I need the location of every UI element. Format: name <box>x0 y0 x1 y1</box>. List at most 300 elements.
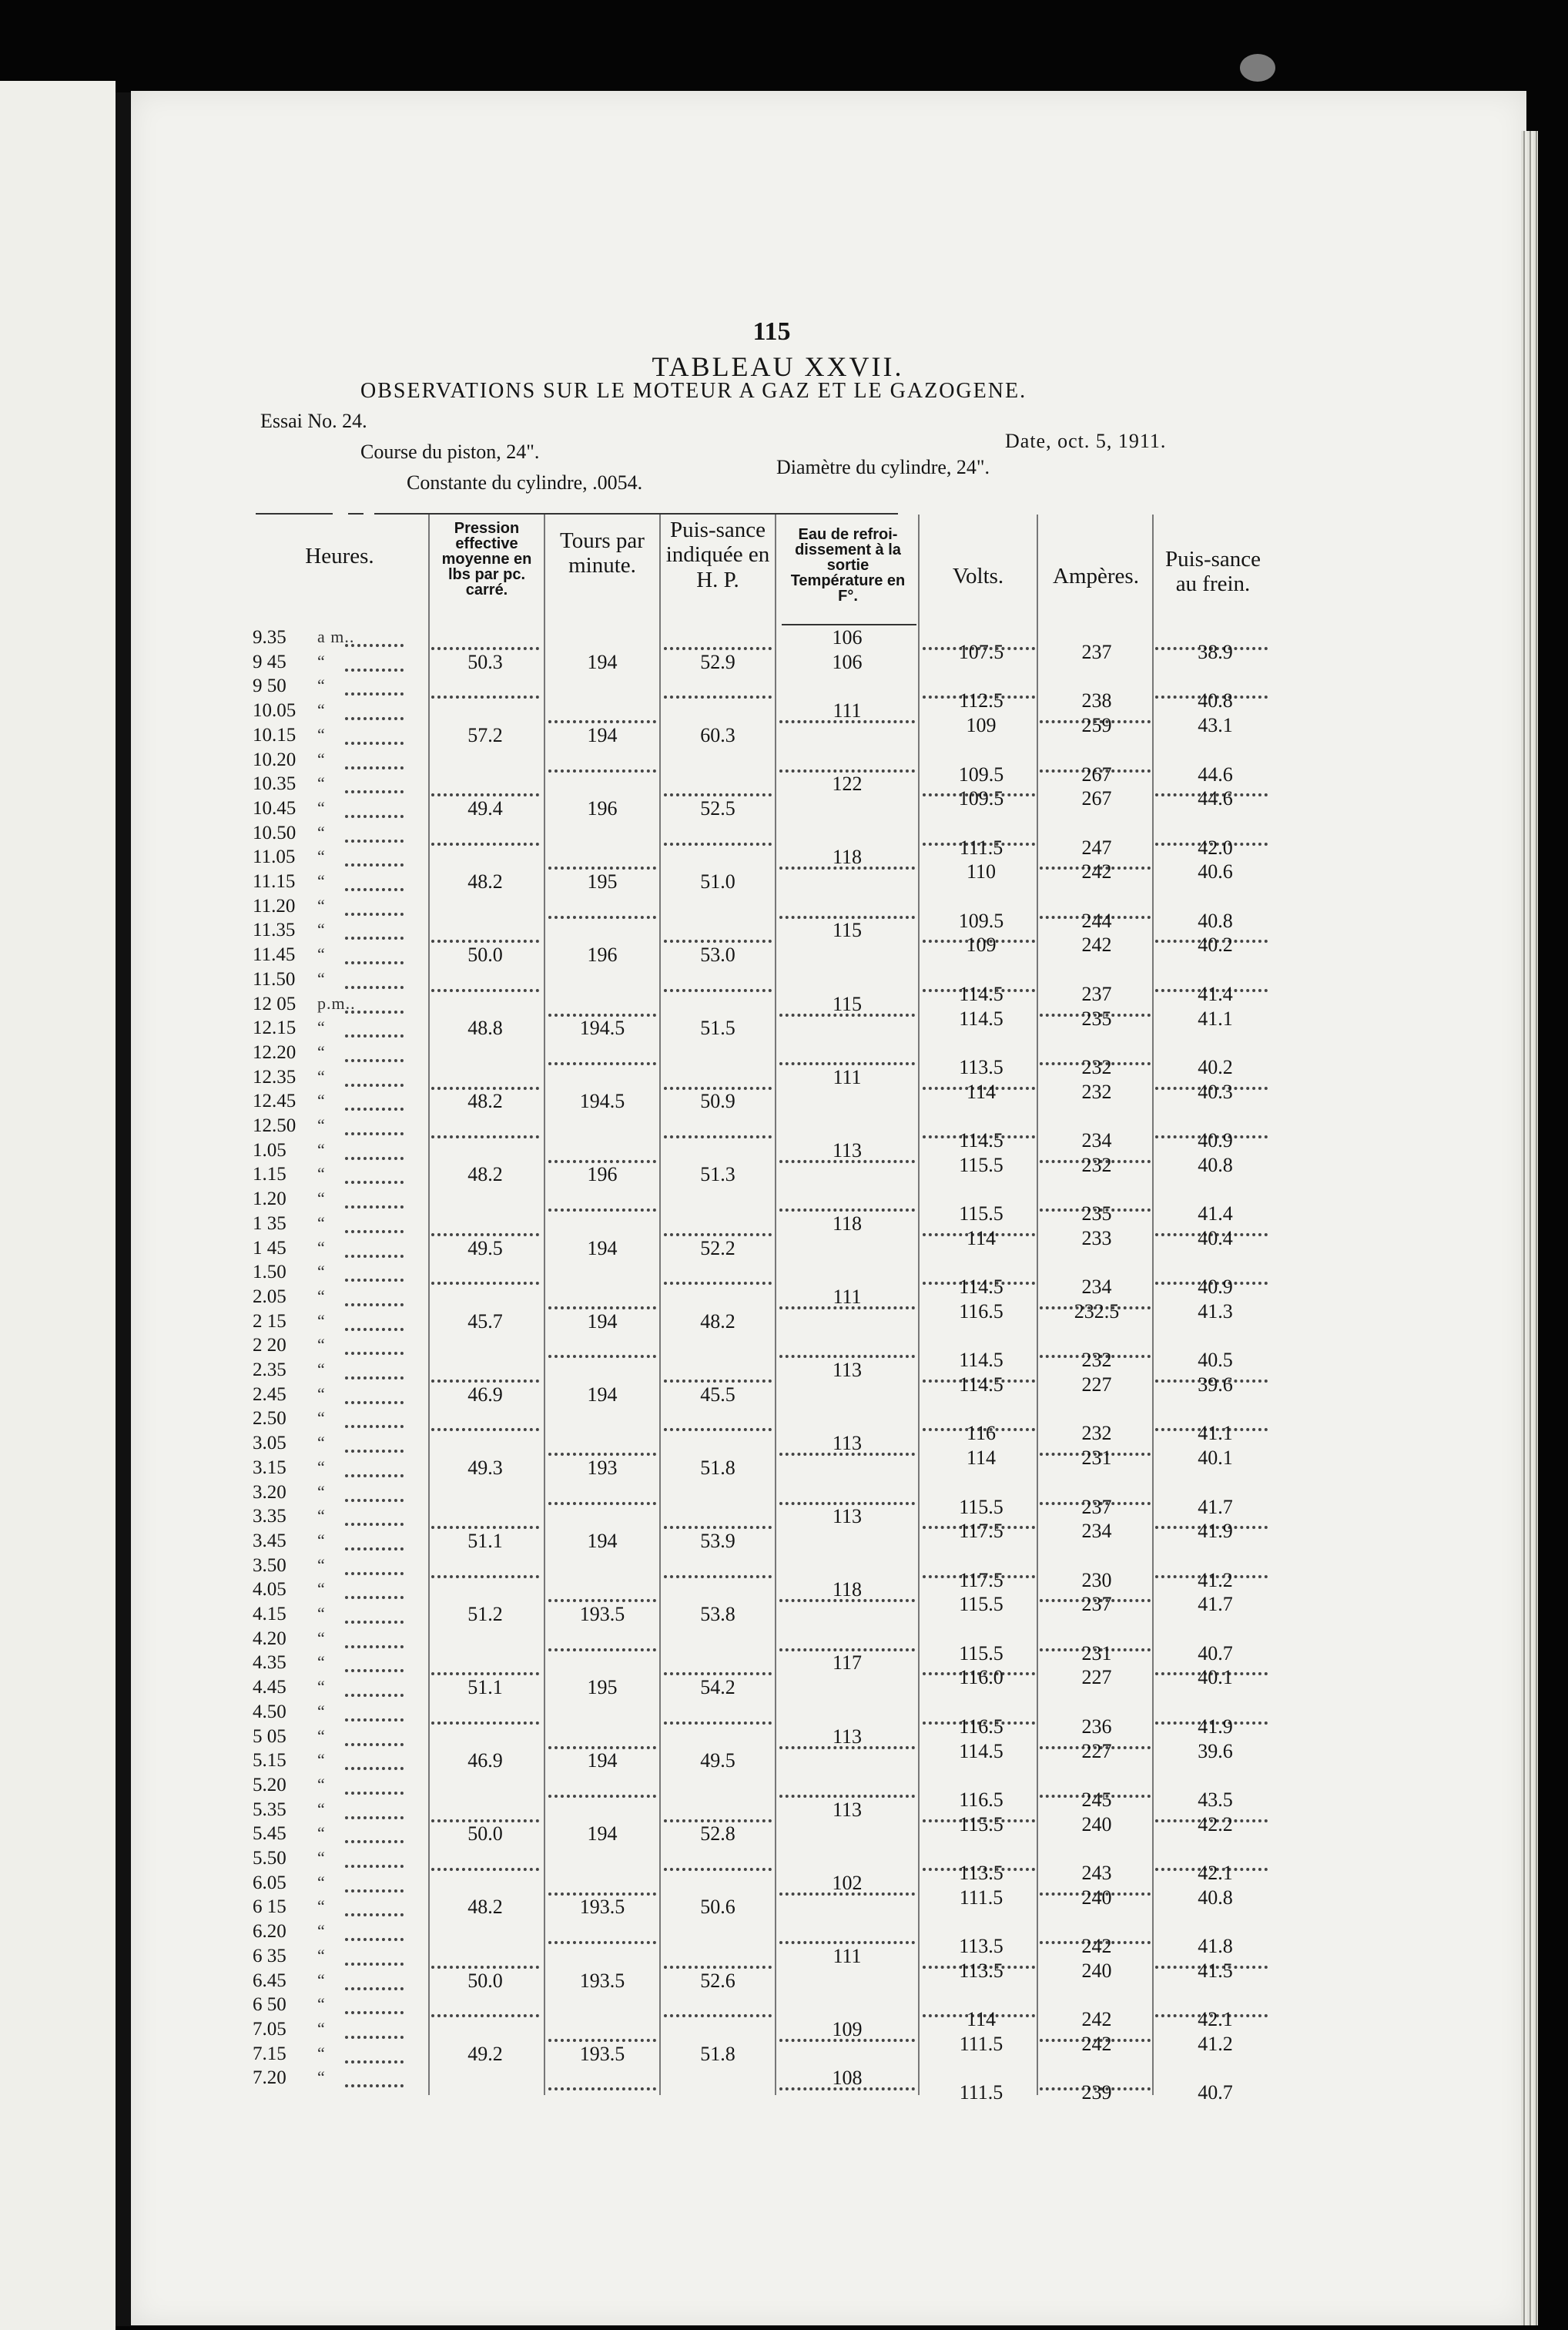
eau-cell: 115 <box>832 919 863 942</box>
tours-cell: 195 <box>587 870 618 893</box>
dot-leader <box>548 1795 656 1798</box>
frein-cell: 40.5 <box>1198 1349 1233 1372</box>
frein-cell: 40.3 <box>1198 1080 1233 1103</box>
time-label: 1.20 <box>253 1188 286 1210</box>
cylinder-diameter: Diamètre du cylindre, 24". <box>776 456 990 478</box>
time-leader-dots <box>345 1913 404 1916</box>
pression-cell: 48.2 <box>467 1090 503 1113</box>
dot-leader <box>431 989 539 992</box>
time-leader: “ <box>317 1115 326 1135</box>
dot-leader <box>664 1722 772 1725</box>
frein-cell: 40.6 <box>1198 860 1233 883</box>
volts-cell: 116.5 <box>959 1299 1003 1323</box>
time-leader-dots <box>345 1132 404 1135</box>
volts-cell: 115.5 <box>959 1153 1003 1176</box>
amperes-cell: 242 <box>1081 2008 1112 2031</box>
frein-cell: 43.5 <box>1198 1788 1233 1811</box>
time-leader-dots <box>345 1694 404 1697</box>
time-leader: “ <box>317 700 326 720</box>
amperes-cell: 234 <box>1081 1520 1112 1543</box>
time-label: 6 35 <box>253 1945 286 1966</box>
volts-cell: 111.5 <box>959 1886 1003 1909</box>
frein-cell: 41.7 <box>1198 1593 1233 1616</box>
pression-cell: 50.0 <box>467 944 503 967</box>
time-leader-dots <box>345 1303 404 1306</box>
time-label: 6 15 <box>253 1896 286 1918</box>
time-leader-dots <box>345 1938 404 1941</box>
eau-cell: 111 <box>833 1944 862 1967</box>
volts-cell: 107.5 <box>958 641 1004 664</box>
header-rule <box>256 513 333 515</box>
time-label: 1.15 <box>253 1164 286 1185</box>
time-leader: “ <box>317 1628 326 1648</box>
puissance-indiquee-cell: 51.8 <box>700 1456 735 1479</box>
time-leader: “ <box>317 1041 326 1061</box>
time-leader: “ <box>317 2043 326 2063</box>
header-rule <box>348 513 364 515</box>
time-label: 9.35 <box>253 627 286 648</box>
time-leader-dots <box>345 1743 404 1746</box>
time-leader-dots <box>345 1865 404 1868</box>
amperes-cell: 236 <box>1081 1715 1112 1738</box>
dot-leader <box>548 916 656 919</box>
time-label: 7.20 <box>253 2067 286 2089</box>
pression-cell: 46.9 <box>467 1749 503 1772</box>
eau-cell: 106 <box>832 626 863 649</box>
header-rule <box>374 513 898 515</box>
piston-stroke: Course du piston, 24". <box>360 441 540 463</box>
time-leader: “ <box>317 1579 326 1599</box>
frein-cell: 40.4 <box>1198 1226 1233 1249</box>
time-leader-dots <box>345 669 404 672</box>
time-leader-dots <box>345 692 404 696</box>
pression-cell: 50.0 <box>467 1969 503 1992</box>
time-label: 6 50 <box>253 1994 286 2016</box>
amperes-cell: 240 <box>1081 1812 1112 1836</box>
eau-cell: 122 <box>832 773 863 796</box>
time-leader: “ <box>317 749 326 769</box>
amperes-cell: 240 <box>1081 1886 1112 1909</box>
frein-cell: 40.8 <box>1198 1153 1233 1176</box>
puissance-indiquee-cell: 52.5 <box>700 796 735 820</box>
essai-number: Essai No. 24. <box>260 410 367 432</box>
time-label: 4.50 <box>253 1701 286 1722</box>
puissance-indiquee-cell: 54.2 <box>700 1676 735 1699</box>
amperes-cell: 232.5 <box>1074 1299 1120 1323</box>
time-leader-dots <box>345 863 404 867</box>
frein-cell: 40.1 <box>1198 1447 1233 1470</box>
dot-leader <box>548 1648 656 1651</box>
volts-cell: 114.5 <box>959 1373 1003 1396</box>
pression-cell: 57.2 <box>467 723 503 746</box>
dot-leader <box>664 2014 772 2017</box>
pression-cell: 48.2 <box>467 1163 503 1186</box>
volts-cell: 115.5 <box>959 1495 1003 1518</box>
volts-cell: 115.5 <box>959 1812 1003 1836</box>
header-tours: Tours par minute. <box>560 528 645 578</box>
amperes-cell: 237 <box>1081 641 1112 664</box>
amperes-cell: 235 <box>1081 1202 1112 1225</box>
amperes-cell: 239 <box>1081 2081 1112 2104</box>
frein-cell: 42.0 <box>1198 836 1233 859</box>
volts-cell: 115.5 <box>959 1593 1003 1616</box>
frein-cell: 41.2 <box>1198 2032 1233 2055</box>
frein-cell: 40.7 <box>1198 1641 1233 1665</box>
time-leader: “ <box>317 773 326 793</box>
volts-cell: 114 <box>966 2008 997 2031</box>
time-label: 2 15 <box>253 1310 286 1332</box>
time-label: 1.05 <box>253 1139 286 1161</box>
page-number: 115 <box>752 317 791 346</box>
time-label: 12.50 <box>253 1115 297 1136</box>
time-label: 11.45 <box>253 944 296 966</box>
amperes-cell: 242 <box>1081 934 1112 957</box>
pression-cell: 48.2 <box>467 1896 503 1919</box>
column-divider <box>1152 515 1154 2095</box>
volts-cell: 114 <box>966 1080 997 1103</box>
tours-cell: 194 <box>587 1383 618 1406</box>
time-leader: “ <box>317 1823 326 1843</box>
time-leader: “ <box>317 1212 326 1232</box>
time-label: 2 20 <box>253 1335 286 1356</box>
volts-cell: 113.5 <box>959 1959 1003 1982</box>
frein-cell: 44.6 <box>1198 787 1233 810</box>
volts-cell: 109 <box>966 714 997 737</box>
time-leader-dots <box>345 1816 404 1819</box>
time-leader-dots <box>345 2011 404 2014</box>
time-label: 10.05 <box>253 700 297 722</box>
frein-cell: 41.2 <box>1198 1568 1233 1591</box>
amperes-cell: 231 <box>1081 1447 1112 1470</box>
amperes-cell: 240 <box>1081 1959 1112 1982</box>
time-leader-dots <box>345 1572 404 1575</box>
frein-cell: 41.4 <box>1198 1202 1233 1225</box>
volts-cell: 112.5 <box>959 689 1003 712</box>
volts-cell: 109.5 <box>958 763 1004 786</box>
time-leader-dots <box>345 1230 404 1233</box>
puissance-indiquee-cell: 50.9 <box>700 1090 735 1113</box>
amperes-cell: 237 <box>1081 982 1112 1005</box>
amperes-cell: 231 <box>1081 1641 1112 1665</box>
time-leader-dots <box>345 1889 404 1892</box>
time-leader: “ <box>317 1139 326 1159</box>
time-label: 10.35 <box>253 773 297 795</box>
time-leader-dots <box>345 961 404 964</box>
amperes-cell: 244 <box>1081 909 1112 932</box>
time-label: 7.05 <box>253 2018 286 2040</box>
volts-cell: 114.5 <box>959 982 1003 1005</box>
volts-cell: 115.5 <box>959 1202 1003 1225</box>
time-leader-dots <box>345 766 404 769</box>
puissance-indiquee-cell: 51.5 <box>700 1017 735 1040</box>
time-leader: “ <box>317 1262 326 1282</box>
pression-cell: 48.8 <box>467 1017 503 1040</box>
time-leader-dots <box>345 2036 404 2039</box>
time-leader: “ <box>317 1750 326 1770</box>
volts-cell: 110 <box>966 860 997 883</box>
tours-cell: 193.5 <box>579 2042 625 2065</box>
time-leader: “ <box>317 1774 326 1794</box>
time-leader: “ <box>317 895 326 915</box>
amperes-cell: 232 <box>1081 1080 1112 1103</box>
time-leader: “ <box>317 1799 326 1819</box>
time-leader: “ <box>317 676 326 696</box>
time-leader: “ <box>317 1237 326 1257</box>
pression-cell: 49.5 <box>467 1236 503 1259</box>
time-leader-dots <box>345 986 404 989</box>
amperes-cell: 243 <box>1081 1862 1112 1885</box>
time-leader-dots <box>345 2060 404 2063</box>
puissance-indiquee-cell: 50.6 <box>700 1896 735 1919</box>
time-leader-dots <box>345 1547 404 1551</box>
time-leader-dots <box>345 1401 404 1404</box>
volts-cell: 114.5 <box>959 1007 1003 1030</box>
volts-cell: 109.5 <box>958 909 1004 932</box>
table-title: TABLEAU XXVII. <box>652 351 904 382</box>
time-label: 10.20 <box>253 749 297 770</box>
previous-page-edge <box>0 81 116 2330</box>
eau-cell: 111 <box>833 699 862 722</box>
tours-cell: 194 <box>587 650 618 673</box>
puissance-indiquee-cell: 45.5 <box>700 1383 735 1406</box>
puissance-indiquee-cell: 60.3 <box>700 723 735 746</box>
time-label: 5.15 <box>253 1750 286 1772</box>
time-label: 6.20 <box>253 1921 286 1943</box>
time-leader-dots <box>345 1011 404 1014</box>
time-label: 10.15 <box>253 724 297 746</box>
time-leader-dots <box>345 888 404 891</box>
time-leader: “ <box>317 871 326 890</box>
frein-cell: 39.6 <box>1198 1373 1233 1396</box>
amperes-cell: 259 <box>1081 714 1112 737</box>
header-frein: Puis-sance au frein. <box>1164 547 1261 597</box>
pression-cell: 48.2 <box>467 870 503 893</box>
time-leader: “ <box>317 1945 326 1965</box>
header-pression: Pression effective moyenne en lbs par pc. carré. <box>441 520 532 598</box>
header-heures: Heures. <box>305 544 374 568</box>
tours-cell: 194 <box>587 723 618 746</box>
time-leader-dots <box>345 1596 404 1599</box>
amperes-cell: 247 <box>1081 836 1112 859</box>
amperes-cell: 242 <box>1081 1935 1112 1958</box>
time-leader: “ <box>317 1286 326 1306</box>
frein-cell: 40.7 <box>1198 2081 1233 2104</box>
time-leader-dots <box>345 2084 404 2087</box>
time-leader-dots <box>345 1767 404 1770</box>
time-leader: “ <box>317 651 326 671</box>
frein-cell: 41.1 <box>1198 1422 1233 1445</box>
time-leader-dots <box>345 790 404 793</box>
frein-cell: 40.8 <box>1198 689 1233 712</box>
pression-cell: 46.9 <box>467 1383 503 1406</box>
time-label: 1.50 <box>253 1262 286 1283</box>
time-leader-dots <box>345 1450 404 1453</box>
time-leader-dots <box>345 1279 404 1282</box>
puissance-indiquee-cell: 52.8 <box>700 1822 735 1846</box>
frein-cell: 41.1 <box>1198 1007 1233 1030</box>
dot-leader <box>664 1868 772 1871</box>
pression-cell: 45.7 <box>467 1309 503 1333</box>
dot-leader <box>548 2087 656 2090</box>
time-label: 6.05 <box>253 1872 286 1893</box>
eau-cell: 113 <box>832 1359 863 1381</box>
time-label: 2.50 <box>253 1408 286 1430</box>
table-subtitle: OBSERVATIONS SUR LE MOTEUR A GAZ ET LE GAZOGENE. <box>360 379 1027 403</box>
frein-cell: 40.1 <box>1198 1666 1233 1689</box>
time-leader-dots <box>345 1181 404 1184</box>
time-label: 5.50 <box>253 1848 286 1869</box>
amperes-cell: 234 <box>1081 1129 1112 1152</box>
pression-cell: 49.4 <box>467 796 503 820</box>
frein-cell: 40.9 <box>1198 1129 1233 1152</box>
eau-cell: 102 <box>832 1871 863 1894</box>
tours-cell: 194 <box>587 1236 618 1259</box>
time-label: 12.20 <box>253 1041 297 1063</box>
time-label: 2.05 <box>253 1286 286 1307</box>
dot-leader <box>548 1502 656 1505</box>
time-leader: “ <box>317 1164 326 1184</box>
amperes-cell: 242 <box>1081 2032 1112 2055</box>
eau-cell: 108 <box>832 2067 863 2090</box>
pression-cell: 51.2 <box>467 1603 503 1625</box>
eau-cell: 113 <box>832 1505 863 1528</box>
dot-leader <box>431 1575 539 1578</box>
time-leader-dots <box>345 1499 404 1502</box>
time-label: 5.20 <box>253 1774 286 1795</box>
amperes-cell: 237 <box>1081 1495 1112 1518</box>
header-amperes: Ampères. <box>1053 564 1139 588</box>
puissance-indiquee-cell: 52.2 <box>700 1236 735 1259</box>
time-label: 12.15 <box>253 1017 297 1039</box>
frein-cell: 40.2 <box>1198 934 1233 957</box>
time-leader-dots <box>345 1840 404 1843</box>
eau-cell: 113 <box>832 1725 863 1748</box>
tours-cell: 194.5 <box>579 1090 625 1113</box>
time-leader: “ <box>317 1310 326 1330</box>
volts-cell: 113.5 <box>959 1935 1003 1958</box>
time-leader: “ <box>317 1091 326 1111</box>
eau-cell: 118 <box>832 1212 863 1235</box>
time-leader: “ <box>317 822 326 842</box>
dot-leader <box>431 843 539 846</box>
eau-cell: 115 <box>832 992 863 1015</box>
amperes-cell: 242 <box>1081 860 1112 883</box>
puissance-indiquee-cell: 52.6 <box>700 1969 735 1992</box>
frein-cell: 40.8 <box>1198 909 1233 932</box>
time-leader: “ <box>317 1677 326 1697</box>
header-eau: Eau de refroi-dissement à la sortie Température en F°. <box>790 526 906 605</box>
time-leader-dots <box>345 1621 404 1624</box>
amperes-cell: 233 <box>1081 1226 1112 1249</box>
time-leader-dots <box>345 1718 404 1722</box>
tours-cell: 193.5 <box>579 1969 625 1992</box>
time-label: 9 50 <box>253 676 286 697</box>
page-stack-edge <box>1521 131 1538 2325</box>
time-label: 11.35 <box>253 920 296 941</box>
time-label: 1 35 <box>253 1212 286 1234</box>
dot-leader <box>548 1209 656 1212</box>
time-leader: “ <box>317 724 326 744</box>
time-label: 12.45 <box>253 1091 297 1112</box>
dot-leader <box>664 989 772 992</box>
time-leader: “ <box>317 920 326 940</box>
time-leader: “ <box>317 968 326 988</box>
puissance-indiquee-cell: 51.0 <box>700 870 735 893</box>
volts-cell: 114.5 <box>959 1739 1003 1762</box>
time-label: 11.05 <box>253 847 296 868</box>
time-label: 5.35 <box>253 1799 286 1820</box>
time-label: 12.35 <box>253 1066 297 1088</box>
time-leader: “ <box>317 797 326 817</box>
time-leader: “ <box>317 1652 326 1672</box>
dot-leader <box>664 696 772 699</box>
time-leader-dots <box>345 1084 404 1087</box>
tours-cell: 194.5 <box>579 1017 625 1040</box>
dot-leader <box>431 1722 539 1725</box>
page-gutter <box>116 92 131 2326</box>
dot-leader <box>548 1062 656 1065</box>
time-label: 4.15 <box>253 1604 286 1624</box>
time-label: 10.50 <box>253 822 297 843</box>
eau-cell: 109 <box>832 2017 863 2040</box>
volts-cell: 111.5 <box>959 2081 1003 2104</box>
time-leader: a m.. <box>317 627 355 646</box>
amperes-cell: 232 <box>1081 1349 1112 1372</box>
frein-cell: 41.9 <box>1198 1715 1233 1738</box>
time-label: 12 05 <box>253 993 297 1014</box>
puissance-indiquee-cell: 53.0 <box>700 944 735 967</box>
eau-cell: 113 <box>832 1138 863 1162</box>
time-label: 3.15 <box>253 1457 286 1478</box>
time-leader: “ <box>317 1701 326 1721</box>
time-leader-dots <box>345 1523 404 1526</box>
frein-cell: 42.1 <box>1198 2008 1233 2031</box>
puissance-indiquee-cell: 52.9 <box>700 650 735 673</box>
column-divider <box>1037 515 1038 2095</box>
time-leader: “ <box>317 1433 326 1453</box>
tours-cell: 193.5 <box>579 1603 625 1625</box>
amperes-cell: 230 <box>1081 1568 1112 1591</box>
time-label: 2.45 <box>253 1383 286 1405</box>
time-label: 3.05 <box>253 1433 286 1454</box>
puissance-indiquee-cell: 49.5 <box>700 1749 735 1772</box>
time-leader: “ <box>317 1335 326 1355</box>
time-leader: “ <box>317 1506 326 1526</box>
column-divider <box>659 515 661 2095</box>
time-label: 11.50 <box>253 968 296 990</box>
header-puissance-indiquee: Puis-sance indiquée en H. P. <box>665 518 770 592</box>
time-label: 11.20 <box>253 895 296 917</box>
column-divider <box>775 515 776 2095</box>
dot-leader <box>548 769 656 773</box>
tours-cell: 195 <box>587 1676 618 1699</box>
time-leader-dots <box>345 1255 404 1258</box>
time-leader-dots <box>345 1034 404 1038</box>
time-label: 4.45 <box>253 1677 286 1698</box>
time-leader: “ <box>317 1017 326 1038</box>
time-leader: “ <box>317 1554 326 1574</box>
time-leader-dots <box>345 1669 404 1672</box>
tours-cell: 196 <box>587 796 618 820</box>
time-label: 3.20 <box>253 1481 286 1503</box>
time-label: 10.45 <box>253 797 297 819</box>
time-leader-dots <box>345 1425 404 1428</box>
frein-cell: 41.9 <box>1198 1520 1233 1543</box>
amperes-cell: 234 <box>1081 1276 1112 1299</box>
amperes-cell: 232 <box>1081 1422 1112 1445</box>
dot-leader <box>431 1428 539 1431</box>
volts-cell: 113.5 <box>959 1055 1003 1078</box>
